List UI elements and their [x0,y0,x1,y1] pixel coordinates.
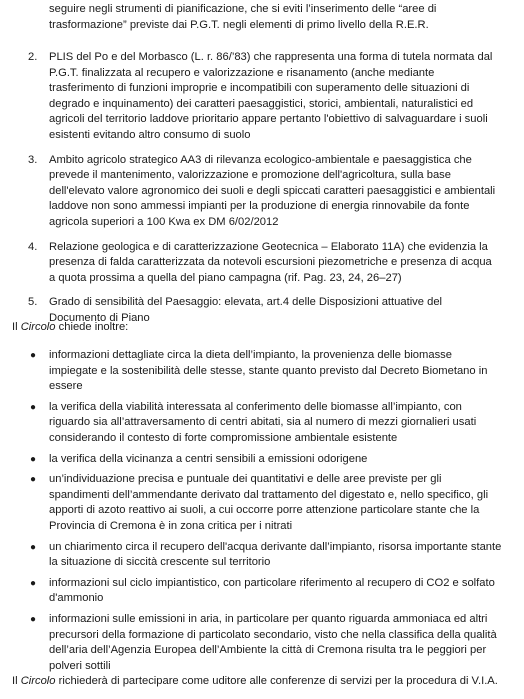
bullet-list [0,348,502,679]
item-number: 2. [28,51,38,63]
intro-prefix: Il [12,321,21,333]
closing-paragraph [12,674,502,690]
bullet-text: informazioni sulle emissioni in aria, in particolare per quanto riguarda ammoniaca ed altri precursori della formazione di particolato secondario, visto che nella classifica della qualità dell’aria dell’Agenzia Europea dell’Ambiente la città di Cremona risulta tra le peggiori per polveri sottili [49,612,497,672]
bullet-text: la verifica della viabilità interessata al conferimento delle biomasse all’impianto, con riguardo sia all’attraversamento di centri abitati, sia al numero di mezzi giornalieri usati considerando il contesto di forte compromissione ambientale esistente [49,400,477,444]
numbered-item [0,153,497,231]
bullet-text: un’individuazione precisa e puntuale dei quantitativi e delle aree previste per gli spandimenti dell’ammendante derivato dal trattamento del digestato e, nello specifico, gli apporti di azoto reattivo ai suoli, a cui occorre porre attenzione particolare stante che la Provincia di Cremona è in zona critica per i nitrati [49,473,489,532]
bullet-icon: ● [30,401,37,413]
bullet-icon: ● [30,474,37,486]
bullet-item [0,400,502,447]
item-number: 3. [28,153,38,166]
numbered-list [0,50,497,336]
item-text: Grado di sensibilità del Paesaggio: elevata, art.4 delle Disposizioni attuative del Documento di Piano [49,296,443,324]
bullet-icon: ● [30,613,37,625]
item-number: 4. [28,240,38,253]
bullet-item [0,540,502,571]
numbered-item [0,50,497,144]
intro-paragraph [12,320,502,336]
closing-suffix: richiederà di partecipare come uditore alle conferenze di servizi per la procedura di V.I.A. [55,675,498,687]
bullet-icon: ● [30,350,37,361]
intro-suffix: chiede inoltre: [55,321,129,333]
circolo-label: Circolo [20,675,56,687]
bullet-item [0,452,502,468]
closing-prefix: Il [12,675,21,687]
bullet-icon: ● [30,541,37,553]
bullet-item [0,612,502,674]
bullet-icon: ● [30,577,37,589]
circolo-label: Circolo [20,321,56,333]
item-text: Ambito agricolo strategico AA3 di rilevanza ecologico-ambientale e paesaggistica che prevede il mantenimento, valorizzazione e promozione dell'agricoltura, sulla base dell'elevato valore agronomico dei suoli e degli spiccati caratteri paesaggistici e ambientali laddove non sono ammessi impianti per la produzione di energia rinnovabile da fonte agricola superiori a 100 Kwa ex DM 6/02/2012 [49,153,496,228]
bullet-text: informazioni sul ciclo impiantistico, con particolare riferimento al recupero di CO2 e solfato d'ammonio [49,576,495,605]
bullet-item [0,576,502,607]
bullet-icon: ● [30,453,37,465]
continuation-paragraph: seguire negli strumenti di pianificazione, che si eviti l’inserimento delle “aree di trasformazione” previste dai P.G.T. negli elementi di primo livello della R.E.R. [49,3,437,31]
item-text: PLIS del Po e del Morbasco (L. r. 86/’83) che rappresenta una forma di tutela normata dal P.G.T. finalizzata al recupero e valorizzazione e risanamento (anche mediante trasferimento di funzioni improprie e incompatibili con superamento delle situazioni di degrado e inquinamento) dei caratteri paesaggistici, storici, ambientali, naturalistici ed agricoli del territorio laddove prioritario appare pertanto l'obiettivo di salvaguardare i suoli esistenti evitando altro consumo di suolo [49,51,493,141]
bullet-text: un chiarimento circa il recupero dell'acqua derivante dall’impianto, risorsa importante stante la situazione di siccità crescente sul territorio [49,540,502,569]
bullet-text: informazioni dettagliate circa la dieta dell’impianto, la provenienza delle biomasse impiegate e la sostenibilità delle stesse, stante quanto previsto dal Decreto Biometano in essere [49,349,488,393]
bullet-item [0,348,502,395]
bullet-item [0,472,502,534]
item-number: 5. [28,296,38,309]
numbered-item [0,240,497,287]
item-text: Relazione geologica e di caratterizzazione Geotecnica – Elaborato 11A) che evidenzia la presenza di falda caratterizzata da notevoli escursioni piezometriche e presenza di acqua a quota prossima a quella del piano campagna (rif. Pag. 23, 24, 26–27) [49,240,492,284]
bullet-text: la verifica della vicinanza a centri sensibili a emissioni odorigene [49,452,368,465]
